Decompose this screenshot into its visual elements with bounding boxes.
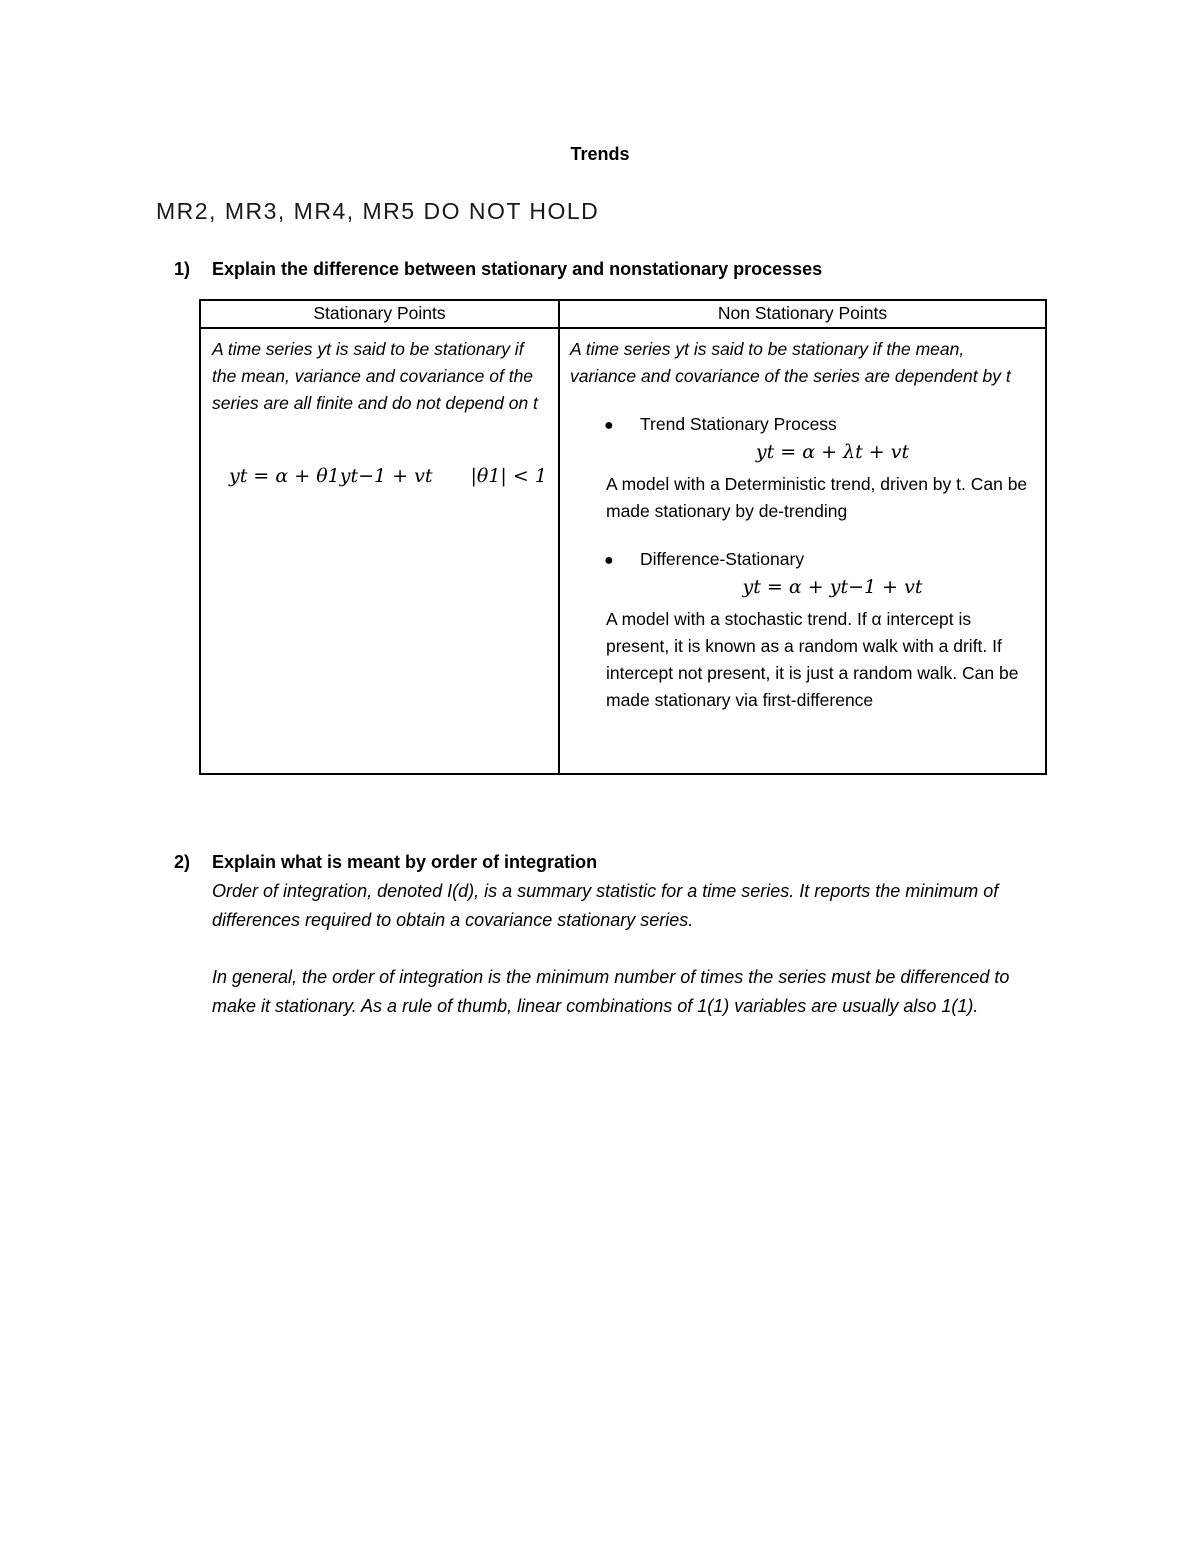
page-title: Trends — [570, 144, 630, 164]
bullet-dot-icon: ● — [604, 552, 614, 569]
nonstationary-cell — [559, 328, 1046, 774]
table-header-row — [200, 300, 1046, 328]
difference-equation: yt = α + yt−1 + vt — [742, 576, 923, 598]
question-2-number: 2) — [174, 852, 191, 872]
stationary-equation: yt = α + θ1yt−1 + vt — [229, 465, 433, 487]
question-1-text: Explain the difference between stationary and nonstationary processes — [212, 259, 823, 279]
answer-2-paragraph-1: Order of integration, denoted I(d), is a summary statistic for a time series. It reports the minimum of differences required to obtain a covariance stationary series. — [212, 881, 999, 930]
trend-equation: yt = α + λt + vt — [755, 441, 910, 463]
answer-2-paragraph-2: In general, the order of integration is the minimum number of times the series must be differenced to make it stationary. As a rule of thumb, linear combinations of 1(1) variables are usually also 1(1). — [212, 967, 1010, 1016]
bullet-difference-label: Difference-Stationary — [640, 549, 805, 569]
stationary-equation-line — [229, 465, 558, 487]
difference-description: A model with a stochastic trend. If α intercept is present, it is known as a random walk with a drift. If intercept not present, it is just a random walk. Can be made stationary via first-difference — [606, 609, 1019, 710]
table-body-row — [200, 328, 1046, 774]
header-nonstationary: Non Stationary Points — [559, 300, 1046, 328]
bullet-trend-label: Trend Stationary Process — [640, 414, 837, 434]
bullet-trend-stationary — [604, 413, 1045, 437]
stationary-condition: |θ1| < 1 — [470, 465, 547, 487]
header-stationary: Stationary Points — [200, 300, 559, 328]
trend-description: A model with a Deterministic trend, driven by t. Can be made stationary by de-trending — [606, 474, 1028, 521]
stationary-definition: A time series yt is said to be stationary if the mean, variance and covariance of the series are all finite and do not depend on t — [212, 339, 538, 413]
question-1 — [174, 259, 822, 280]
subtitle: MR2, MR3, MR4, MR5 DO NOT HOLD — [156, 198, 600, 224]
bullet-dot-icon: ● — [604, 417, 614, 434]
question-1-number: 1) — [174, 259, 191, 279]
bullet-difference-stationary — [604, 548, 1045, 572]
nonstationary-definition: A time series yt is said to be stationary if the mean, variance and covariance of the series are dependent by t — [570, 339, 1011, 386]
question-2 — [174, 852, 597, 873]
stationary-cell — [200, 328, 559, 774]
comparison-table — [199, 299, 1047, 775]
question-2-text: Explain what is meant by order of integration — [212, 852, 598, 872]
